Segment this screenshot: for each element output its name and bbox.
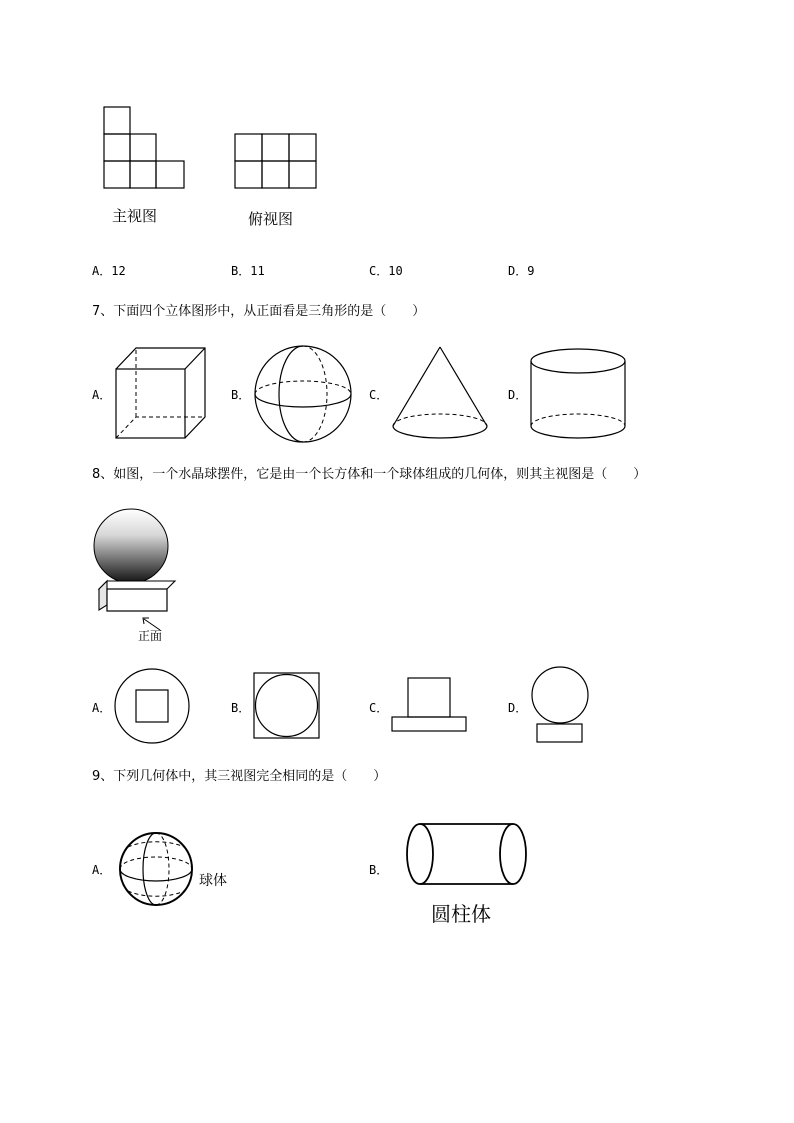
cylinder-label: 圆柱体	[431, 902, 491, 926]
q9-option-b-label: B．	[369, 863, 389, 877]
q8-stem: 8、如图，一个水晶球摆件，它是由一个长方体和一个球体组成的几何体，则其主视图是（ ）	[92, 467, 647, 482]
front-view-caption: 主视图	[112, 207, 158, 225]
q8-option-a-label: A．	[92, 701, 112, 715]
q6-option-d: D．9	[508, 264, 535, 278]
q7-stem: 7、下面四个立体图形中，从正面看是三角形的是（ ）	[92, 304, 426, 319]
q8-option-b-label: B．	[231, 701, 251, 715]
q9-option-a-label: A．	[92, 863, 112, 877]
q7-option-d-label: D．	[508, 388, 528, 402]
q6-option-a: A．12	[92, 264, 126, 278]
top-view-caption: 俯视图	[248, 210, 294, 228]
front-direction-label: 正面	[138, 629, 163, 643]
q6-option-b: B．11	[231, 264, 265, 278]
q8-option-c-label: C．	[369, 701, 389, 715]
q8-option-d-label: D．	[508, 701, 528, 715]
q9-stem: 9、下列几何体中，其三视图完全相同的是（ ）	[92, 769, 387, 784]
q7-option-b-label: B．	[231, 388, 251, 402]
q7-option-c-label: C．	[369, 388, 389, 402]
q6-option-c: C．10	[369, 264, 403, 278]
sphere-label: 球体	[199, 873, 227, 889]
q7-option-a-label: A．	[92, 388, 112, 402]
